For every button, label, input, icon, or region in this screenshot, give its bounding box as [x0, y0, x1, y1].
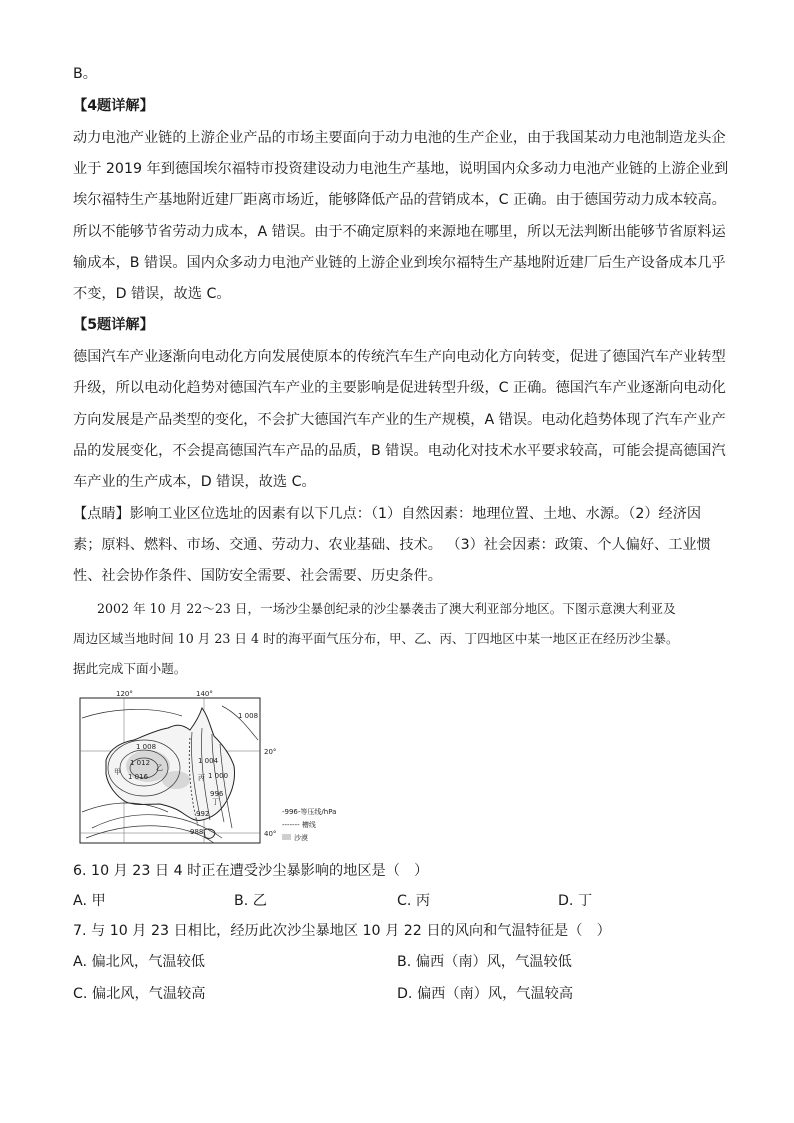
lat-label: 20°: [264, 748, 277, 756]
isobar-label: 988: [190, 828, 204, 836]
paragraph-line: 动力电池产业链的上游企业产品的市场主要面向于动力电池的生产企业，由于我国某动力电池制造龙头企: [73, 130, 726, 146]
q6-option-d[interactable]: D. 丁: [558, 893, 593, 909]
paragraph-line: 所以不能够节省劳动力成本，A 错误。由于不确定原料的来源地在哪里，所以无法判断出能够节省原料运: [73, 224, 726, 240]
legend-desert: 沙漠: [294, 834, 308, 842]
paragraph-line: 业于 2019 年到德国埃尔福特市投资建设动力电池生产基地，说明国内众多动力电池产业链的上游企业到: [73, 161, 729, 177]
intro-line: 周边区域当地时间 10 月 23 日 4 时的海平面气压分布，甲、乙、丙、丁四地区中某一地区正在经历沙尘暴。: [73, 631, 679, 646]
intro-line: 2002 年 10 月 22～23 日，一场沙尘暴创纪录的沙尘暴袭击了澳大利亚部分地区。下图示意澳大利亚及: [97, 601, 676, 616]
isobar-label: 1 000: [208, 772, 229, 780]
q7-option-a[interactable]: A. 偏北风，气温较低: [73, 954, 205, 970]
place-label-ding: 丁: [212, 798, 219, 806]
paragraph-line: 埃尔福特生产基地附近建厂距离市场近，能够降低产品的营销成本，C 正确。由于德国劳动力成本较高。: [73, 192, 726, 208]
desert-area: [162, 771, 190, 789]
paragraph-line: 不变，D 错误，故选 C。: [73, 286, 231, 302]
lat-label: 40°: [264, 830, 277, 838]
place-label-yi: 乙: [156, 764, 163, 772]
isobar-label: 1 012: [130, 759, 151, 767]
legend-isobar: -996-等压线/hPa: [282, 808, 337, 816]
lon-label: 120°: [116, 690, 133, 698]
paragraph-line: 升级，所以电动化趋势对德国汽车产业的主要影响是促进转型升级，C 正确。德国汽车产业逐渐向电动化: [73, 380, 726, 396]
intro-line: 据此完成下面小题。: [73, 661, 187, 676]
isobar-label: 1 016: [128, 773, 149, 781]
q7-option-c[interactable]: C. 偏北风，气温较高: [73, 986, 206, 1002]
pressure-map-figure: [72, 688, 372, 848]
tip-paragraph-line: 【点睛】影响工业区位选址的因素有以下几点：（1）自然因素：地理位置、土地、水源。（2）经济因: [73, 506, 702, 522]
legend-trough: ------- 槽线: [282, 821, 316, 829]
question-7-stem: 7. 与 10 月 23 日相比，经历此次沙尘暴地区 10 月 22 日的风向和气温特征是（ ）: [73, 923, 611, 939]
isobar-label: 1 008: [238, 712, 259, 720]
pressure-map-svg: [72, 688, 372, 848]
q7-option-b[interactable]: B. 偏西（南）风，气温较低: [397, 954, 572, 970]
q7-option-d[interactable]: D. 偏西（南）风，气温较高: [397, 986, 574, 1002]
q6-option-c[interactable]: C. 丙: [397, 893, 431, 909]
paragraph-line: 德国汽车产业逐渐向电动化方向发展使原本的传统汽车生产向电动化方向转变，促进了德国汽车产业转型: [73, 349, 726, 365]
answer-line: B。: [73, 66, 97, 82]
lon-label: 140°: [196, 690, 213, 698]
section-heading-q5: 【5题详解】: [73, 317, 154, 333]
section-heading-q4: 【4题详解】: [73, 98, 154, 114]
isobar-label: 996: [210, 790, 224, 798]
place-label-bing: 丙: [198, 774, 205, 782]
isobar-label: 992: [196, 810, 210, 818]
paragraph-line: 车产业的生产成本，D 错误，故选 C。: [73, 474, 316, 490]
paragraph-line: 品的发展变化，不会提高德国汽车产品的品质，B 错误。电动化对技术水平要求较高，可能会提高德国汽: [73, 443, 726, 459]
paragraph-line: 输成本，B 错误。国内众多动力电池产业链的上游企业到埃尔福特生产基地附近建厂后生产设备成本几乎: [73, 255, 726, 271]
q6-option-b[interactable]: B. 乙: [234, 893, 267, 909]
isobar-label: 1 008: [136, 743, 157, 751]
tip-paragraph-line: 素；原料、燃料、市场、交通、劳动力、农业基础、技术。 （3）社会因素：政策、个人偏好、工业惯: [73, 537, 711, 553]
paragraph-line: 方向发展是产品类型的变化，不会扩大德国汽车产业的生产规模，A 错误。电动化趋势体现了汽车产业产: [73, 412, 726, 428]
tip-paragraph-line: 性、社会协作条件、国防安全需要、社会需要、历史条件。: [73, 568, 442, 584]
isobar-label: 1 004: [198, 757, 219, 765]
legend-desert-swatch: [282, 834, 291, 840]
q6-option-a[interactable]: A. 甲: [73, 893, 106, 909]
place-label-jia: 甲: [114, 768, 121, 776]
question-6-stem: 6. 10 月 23 日 4 时正在遭受沙尘暴影响的地区是（ ）: [73, 863, 429, 879]
